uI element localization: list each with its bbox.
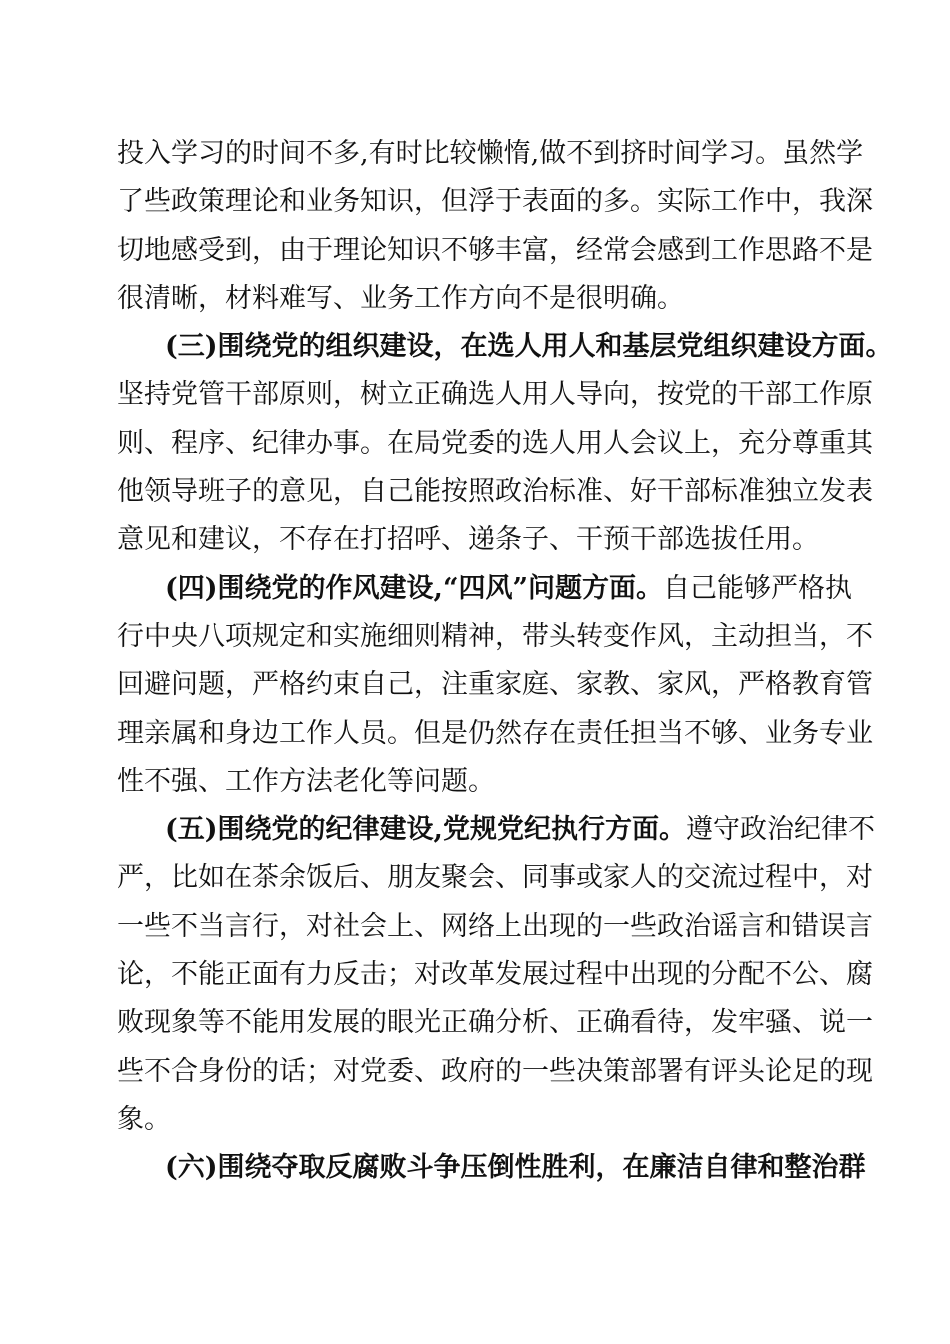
body-text: 性不强、工作方法老化等问题。 (117, 765, 495, 797)
text-line (117, 1048, 873, 1096)
text-line (117, 758, 847, 806)
body-text: 意见和建议，不存在打招呼、递条子、干预干部选拔任用。 (117, 524, 819, 556)
text-line (117, 516, 847, 564)
body-text: 自己能够严格执 (663, 572, 853, 604)
text-line (117, 275, 847, 323)
text-line (117, 420, 873, 468)
section-heading: (五)围绕党的纪律建设,党规党纪执行方面。 (165, 814, 686, 846)
body-text: 行中央八项规定和实施细则精神，带头转变作风，主动担当，不 (117, 620, 873, 652)
body-text: 理亲属和身边工作人员。但是仍然存在责任担当不够、业务专业 (117, 717, 873, 749)
text-line (117, 565, 853, 613)
section-heading: (四)围绕党的作风建设,“四风”问题方面。 (165, 572, 664, 604)
text-line (117, 613, 873, 661)
text-line (117, 903, 873, 951)
text-line (117, 661, 873, 709)
section-heading: (三)围绕党的组织建设，在选人用人和基层党组织建设方面。 (165, 331, 893, 363)
text-line (117, 130, 864, 178)
body-text: 坚持党管干部原则，树立正确选人用人导向，按党的干部工作原 (117, 379, 873, 411)
body-text: 投入学习的时间不多,有时比较懒惰,做不到挤时间学习。虽然学 (117, 138, 864, 169)
text-line (117, 951, 873, 999)
text-line (117, 1096, 847, 1144)
body-text: 他领导班子的意见，自己能按照政治标准、好干部标准独立发表 (117, 476, 873, 508)
section-heading: (六)围绕夺取反腐败斗争压倒性胜利，在廉洁自律和整治群 (165, 1152, 866, 1184)
body-text: 则、程序、纪律办事。在局党委的选人用人会议上，充分尊重其 (117, 427, 873, 459)
text-line (117, 854, 873, 902)
body-text: 很清晰，材料难写、业务工作方向不是很明确。 (117, 282, 684, 314)
body-text: 切地感受到，由于理论知识不够丰富，经常会感到工作思路不是 (117, 234, 873, 266)
body-text: 论，不能正面有力反击；对改革发展过程中出现的分配不公、腐 (117, 959, 873, 991)
body-text: 回避问题，严格约束自己，注重家庭、家教、家风，严格教育管 (117, 669, 873, 701)
body-text: 严，比如在茶余饭后、朋友聚会、同事或家人的交流过程中，对 (117, 862, 873, 894)
text-line (117, 323, 893, 371)
text-line (117, 999, 873, 1047)
body-text: 败现象等不能用发展的眼光正确分析、正确看待，发牢骚、说一 (117, 1007, 873, 1039)
text-line (117, 178, 873, 226)
document-body (117, 130, 893, 1193)
body-text: 象。 (117, 1103, 171, 1135)
text-line (117, 227, 873, 275)
body-text: 一些不当言行，对社会上、网络上出现的一些政治谣言和错误言 (117, 910, 873, 942)
text-line (117, 806, 875, 854)
body-text: 遵守政治纪律不 (685, 814, 875, 846)
text-line (117, 1144, 866, 1192)
body-text: 些不合身份的话；对党委、政府的一些决策部署有评头论足的现 (117, 1055, 873, 1087)
text-line (117, 710, 873, 758)
body-text: 了些政策理论和业务知识，但浮于表面的多。实际工作中，我深 (117, 186, 873, 218)
text-line (117, 468, 873, 516)
text-line (117, 371, 873, 419)
